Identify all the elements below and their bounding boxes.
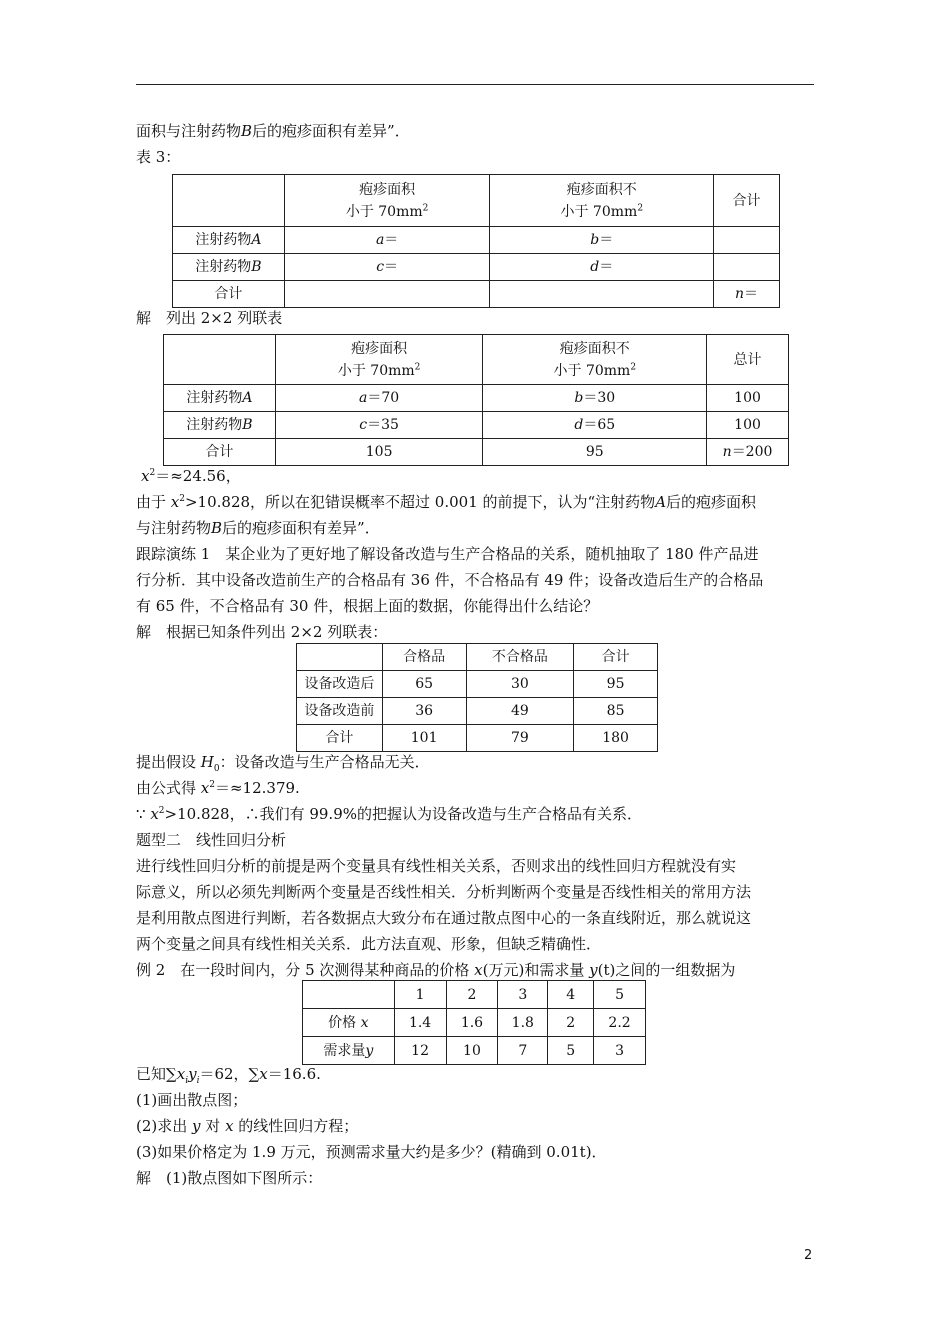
example-line: 例 2 在一段时间内，分 5 次测得某种商品的价格 x(万元)和需求量 y(t)之间的一组数据为 <box>136 961 736 979</box>
exercise-header-cell: 不合格品 <box>466 644 574 671</box>
table3-header-3: 合计 <box>714 175 780 227</box>
solution-cell: n＝200 <box>707 439 789 466</box>
exercise-cell: 180 <box>574 725 658 752</box>
exercise-cell: 95 <box>574 671 658 698</box>
exercise-header-cell: 合格品 <box>382 644 466 671</box>
paragraph-line: 进行线性回归分析的前提是两个变量具有线性相关关系，否则求出的线性回归方程就没有实 <box>136 857 737 875</box>
exercise-cell: 101 <box>382 725 466 752</box>
exercise-solution: 解 根据已知条件列出 2×2 列联表： <box>136 623 388 641</box>
paragraph-line: 际意义，所以必须先判断两个变量是否线性相关．分析判断两个变量是否线性相关的常用方法 <box>136 883 752 901</box>
exercise-line: 跟踪演练 1 某企业为了更好地了解设备改造与生产合格品的关系，随机抽取了 180 件产品进 <box>136 545 759 563</box>
exercise-cell: 设备改造后 <box>297 671 383 698</box>
exercise-line: 有 65 件，不合格品有 30 件，根据上面的数据，你能得出什么结论？ <box>136 597 599 615</box>
exercise-cell: 79 <box>466 725 574 752</box>
paragraph-line: 是利用散点图进行判断，若各数据点大致分布在通过散点图中心的一条直线附近，那么就说这 <box>136 909 752 927</box>
example2-cell: 5 <box>594 981 646 1009</box>
table-example2 <box>302 980 646 1065</box>
exercise-cell: 65 <box>382 671 466 698</box>
table3-row-label: 注射药物A <box>173 227 285 254</box>
table3-cell: a＝ <box>284 227 490 254</box>
solution-cell: 100 <box>707 412 789 439</box>
solution-cell: 105 <box>275 439 483 466</box>
solution-header-2: 疱疹面积不 小于 $70mm^2$ <box>483 335 707 385</box>
final-line: 解 (1)散点图如下图所示： <box>136 1169 323 1187</box>
question-3: (3)如果价格定为 1.9 万元，预测需求量大约是多少？(精确到 0.01t)． <box>136 1143 607 1161</box>
example2-cell: 1.8 <box>498 1009 548 1037</box>
page-number: 2 <box>804 1248 813 1263</box>
solution-row-label: 注射药物A <box>164 385 276 412</box>
example2-cell: 3 <box>498 981 548 1009</box>
example2-cell: 1.4 <box>394 1009 446 1037</box>
table3-header-2: 疱疹面积不 小于 $70mm^2$ <box>490 175 714 227</box>
solution-cell: b＝30 <box>483 385 707 412</box>
solution-cell: a＝70 <box>275 385 483 412</box>
example2-cell <box>303 981 395 1009</box>
example2-cell: 7 <box>498 1037 548 1065</box>
table3-corner <box>173 175 285 227</box>
table-solution <box>163 334 789 466</box>
table3-cell: b＝ <box>490 227 714 254</box>
table3-row-label: 合计 <box>173 281 285 308</box>
example2-cell: 2 <box>548 1009 594 1037</box>
solution-row-label: 合计 <box>164 439 276 466</box>
example2-cell: 2.2 <box>594 1009 646 1037</box>
exercise-header-cell <box>297 644 383 671</box>
table3-cell <box>714 227 780 254</box>
header-rule <box>136 84 814 85</box>
table3-cell <box>490 281 714 308</box>
solution-header-3: 总计 <box>707 335 789 385</box>
example2-cell: 12 <box>394 1037 446 1065</box>
example2-cell: 1.6 <box>446 1009 498 1037</box>
solution-cell: 95 <box>483 439 707 466</box>
table3-cell <box>284 281 490 308</box>
solution-cell: c＝35 <box>275 412 483 439</box>
question-2: (2)求出 y 对 x 的线性回归方程； <box>136 1117 359 1135</box>
table-exercise <box>296 643 658 752</box>
exercise-cell: 36 <box>382 698 466 725</box>
since-line-2: 与注射药物B后的疱疹面积有差异”． <box>136 519 380 537</box>
since-line: 由于 $x^2>10.828$，所以在犯错误概率不超过 0.001 的前提下，认为“注射药物A后的疱疹面积 <box>136 493 757 511</box>
table3-cell <box>714 254 780 281</box>
exercise-cell: 49 <box>466 698 574 725</box>
solution-intro: 解 列出 2×2 列联表 <box>136 309 283 327</box>
table-3 <box>172 174 780 308</box>
hypothesis-line: 提出假设 $H_0$：设备改造与生产合格品无关． <box>136 753 430 774</box>
example2-row-label: 需求量y <box>303 1037 395 1065</box>
intro-line: 面积与注射药物B后的疱疹面积有差异”． <box>136 122 410 140</box>
table3-cell: n＝ <box>714 281 780 308</box>
solution-header-1: 疱疹面积 小于 $70mm^2$ <box>275 335 483 385</box>
solution-cell: d＝65 <box>483 412 707 439</box>
table3-cell: c＝ <box>284 254 490 281</box>
solution-cell: 100 <box>707 385 789 412</box>
example2-cell: 3 <box>594 1037 646 1065</box>
table3-label: 表 3： <box>136 148 181 166</box>
table3-cell: d＝ <box>490 254 714 281</box>
exercise-cell: 30 <box>466 671 574 698</box>
paragraph-line: 两个变量之间具有线性相关关系．此方法直观、形象，但缺乏精确性． <box>136 935 602 953</box>
exercise-cell: 设备改造前 <box>297 698 383 725</box>
example2-cell: 10 <box>446 1037 498 1065</box>
formula-line: 由公式得 $x^2=\approx 12.379$. <box>136 779 300 797</box>
example2-row-label: 价格 x <box>303 1009 395 1037</box>
because-line: ∵ $x^2>10.828$，∴我们有 99.9%的把握认为设备改造与生产合格品有关系． <box>136 805 642 823</box>
exercise-line: 行分析．其中设备改造前生产的合格品有 36 件，不合格品有 49 件；设备改造后生产的合格品 <box>136 571 764 589</box>
solution-row-label: 注射药物B <box>164 412 276 439</box>
example2-cell: 2 <box>446 981 498 1009</box>
example2-cell: 4 <box>548 981 594 1009</box>
exercise-header-cell: 合计 <box>574 644 658 671</box>
exercise-cell: 85 <box>574 698 658 725</box>
example2-cell: 1 <box>394 981 446 1009</box>
example2-cell: 5 <box>548 1037 594 1065</box>
exercise-cell: 合计 <box>297 725 383 752</box>
section-title: 题型二 线性回归分析 <box>136 831 287 849</box>
chi-square-line: $x^2=\approx 24.56$， <box>141 467 241 485</box>
table3-header-1: 疱疹面积 小于 $70mm^2$ <box>284 175 490 227</box>
table3-row-label: 注射药物B <box>173 254 285 281</box>
question-1: (1)画出散点图； <box>136 1091 248 1109</box>
solution-corner <box>164 335 276 385</box>
known-line: 已知$\sum x_iy_i=62$，∑x＝16.6. <box>136 1065 321 1086</box>
